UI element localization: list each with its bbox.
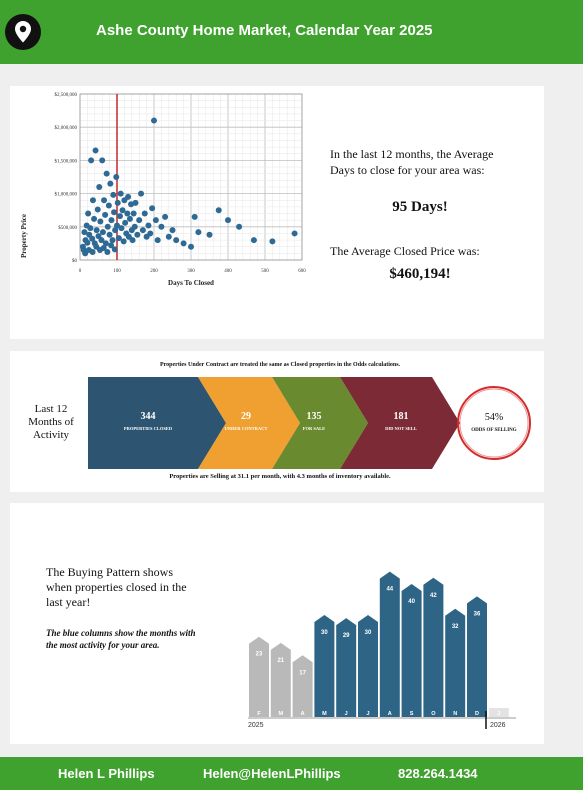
scatter-point	[125, 194, 131, 200]
month-label: J	[344, 711, 348, 717]
scatter-point	[104, 171, 110, 177]
scatter-point	[207, 232, 213, 238]
month-label: F	[257, 711, 261, 717]
scatter-point	[107, 232, 113, 238]
agent-phone[interactable]: 828.264.1434	[398, 766, 478, 781]
scatter-point	[192, 214, 198, 220]
page-title: Ashe County Home Market, Calendar Year 2025	[96, 22, 433, 39]
month-bar	[293, 655, 313, 708]
avg-price-intro: The Average Closed Price was:	[330, 244, 480, 258]
scatter-point	[155, 237, 161, 243]
scatter-point	[96, 184, 102, 190]
scatter-point	[181, 240, 187, 246]
scatter-point	[87, 225, 93, 231]
activity-side-label: Last 12 Months of Activity	[28, 403, 74, 441]
month-bar-value: 17	[299, 670, 306, 677]
scatter-point	[88, 157, 94, 163]
scatter-point	[118, 225, 124, 231]
scatter-point	[131, 211, 137, 217]
scatter-point	[94, 227, 100, 233]
avg-days-intro: In the last 12 months, the Average Days to close for your area was:	[330, 147, 494, 177]
month-bar-value: 40	[408, 599, 415, 605]
agent-email[interactable]: Helen@HelenLPhillips	[203, 766, 341, 781]
odds-label: ODDS OF SELLING	[471, 428, 517, 433]
scatter-point	[153, 217, 159, 223]
odds-note-top: Properties Under Contract are treated the same as Closed properties in the Odds calculations.	[159, 362, 401, 368]
month-label: M	[322, 711, 327, 717]
month-label: J	[366, 711, 370, 717]
month-bar-value: 42	[430, 592, 437, 599]
scatter-point	[149, 205, 155, 211]
days-vs-price-scatter	[10, 86, 310, 339]
month-label: A	[387, 711, 392, 717]
footer-bar	[0, 757, 583, 790]
scatter-point	[99, 157, 105, 163]
scatter-point	[110, 192, 116, 198]
summary-panel	[10, 86, 544, 339]
scatter-point	[121, 238, 127, 244]
scatter-point	[124, 211, 130, 217]
scatter-point	[151, 118, 157, 124]
scatter-point	[145, 222, 151, 228]
closed-label: PROPERTIES CLOSED	[123, 426, 173, 431]
scatter-point	[127, 216, 133, 222]
under-contract-label: UNDER CONTRACT	[224, 426, 268, 431]
avg-days-value: 95 Days!	[392, 199, 448, 215]
scatter-point	[102, 212, 108, 218]
month-label: M	[278, 711, 284, 717]
did-not-sell-count: 181	[393, 411, 409, 422]
month-bar-value: 21	[277, 657, 285, 664]
month-bar	[336, 618, 356, 708]
scatter-point	[91, 216, 97, 222]
scatter-point	[269, 238, 275, 244]
month-bar-value: 44	[386, 586, 394, 593]
scatter-point	[106, 203, 112, 209]
scatter-point	[90, 197, 96, 203]
scatter-point	[111, 209, 117, 215]
month-bar-value: 30	[321, 630, 328, 636]
month-bar-value: 36	[473, 611, 481, 618]
odds-note-bottom: Properties are Selling at 31.1 per month, with 4.3 months of inventory available.	[169, 473, 391, 480]
scatter-x-tick: 500	[261, 269, 269, 274]
did-not-sell-label: DID NOT SELL	[385, 426, 417, 431]
month-label: A	[300, 711, 305, 717]
scatter-point	[140, 227, 146, 233]
scatter-y-tick: $500,000	[58, 225, 77, 231]
year-end: 2026	[490, 722, 506, 729]
scatter-point	[104, 249, 110, 255]
scatter-point	[118, 191, 124, 197]
buying-pattern-chart	[246, 531, 526, 739]
month-bar-value: 23	[255, 651, 263, 658]
scatter-x-tick: 100	[113, 269, 121, 274]
scatter-point	[80, 244, 86, 250]
month-bar-value: 32	[451, 623, 459, 630]
for-sale-count: 135	[306, 411, 322, 422]
scatter-x-tick: 300	[187, 269, 195, 274]
chevron-closed	[88, 377, 226, 469]
month-label: N	[453, 711, 458, 717]
month-label: J	[497, 711, 501, 717]
scatter-point	[173, 237, 179, 243]
scatter-point	[292, 230, 298, 236]
scatter-x-tick: 400	[224, 269, 232, 274]
location-pin-icon	[5, 14, 41, 50]
scatter-point	[113, 174, 119, 180]
scatter-y-tick: $1,500,000	[54, 159, 77, 165]
scatter-x-tick: 600	[298, 269, 306, 274]
scatter-x-tick: 200	[150, 269, 158, 274]
scatter-point	[105, 224, 111, 230]
scatter-y-axis-label: Property Price	[20, 214, 28, 258]
scatter-x-tick: 0	[78, 269, 82, 274]
scatter-point	[112, 246, 118, 252]
avg-price-value: $460,194!	[389, 266, 451, 282]
scatter-point	[166, 234, 172, 240]
scatter-point	[107, 181, 113, 187]
scatter-point	[117, 213, 123, 219]
header-bar	[0, 0, 583, 64]
scatter-point	[147, 230, 153, 236]
scatter-point	[90, 249, 96, 255]
scatter-point	[162, 214, 168, 220]
scatter-point	[134, 232, 140, 238]
scatter-point	[97, 218, 103, 224]
odds-value: 54%	[484, 412, 504, 423]
scatter-point	[195, 229, 201, 235]
scatter-point	[85, 211, 91, 217]
pattern-note: The blue columns show the months with the most activity for your area.	[46, 628, 196, 650]
month-label: D	[475, 711, 479, 717]
scatter-point	[158, 224, 164, 230]
scatter-point	[236, 224, 242, 230]
odds-chevron-chart	[88, 371, 538, 471]
scatter-point	[95, 207, 101, 213]
scatter-y-tick: $2,500,000	[54, 93, 77, 98]
month-bar	[271, 643, 291, 708]
scatter-point	[170, 227, 176, 233]
scatter-point	[132, 224, 138, 230]
scatter-x-axis-label: Days To Closed	[168, 279, 214, 287]
month-bar	[249, 637, 269, 708]
scatter-y-tick: $2,000,000	[54, 126, 77, 132]
scatter-y-tick: $0	[72, 259, 77, 264]
for-sale-label: FOR SALE	[302, 426, 326, 431]
scatter-point	[110, 237, 116, 243]
under-contract-count: 29	[241, 411, 251, 422]
scatter-point	[84, 240, 90, 246]
scatter-point	[216, 207, 222, 213]
scatter-point	[225, 217, 231, 223]
scatter-point	[101, 197, 107, 203]
year-start: 2025	[248, 722, 264, 729]
month-bar-value: 29	[342, 633, 350, 640]
month-bar	[314, 615, 334, 708]
scatter-point	[136, 217, 142, 223]
agent-name: Helen L Phillips	[58, 766, 155, 781]
month-bar	[358, 615, 378, 708]
scatter-point	[115, 200, 121, 206]
buying-pattern-panel	[10, 503, 544, 744]
scatter-point	[93, 147, 99, 153]
scatter-y-tick: $1,000,000	[54, 192, 77, 198]
odds-panel	[10, 351, 544, 492]
scatter-point	[130, 237, 136, 243]
scatter-point	[100, 229, 106, 235]
month-bar-value: 30	[364, 630, 372, 636]
month-label: S	[409, 711, 414, 717]
scatter-point	[138, 191, 144, 197]
scatter-point	[251, 237, 257, 243]
scatter-point	[133, 200, 139, 206]
scatter-point	[142, 211, 148, 217]
scatter-point	[108, 217, 114, 223]
pattern-intro: The Buying Pattern shows when properties closed in the last year!	[46, 565, 187, 609]
scatter-point	[188, 244, 194, 250]
month-label: O	[431, 711, 436, 717]
closed-count: 344	[140, 411, 156, 422]
scatter-point	[122, 220, 128, 226]
odds-circle	[458, 387, 530, 459]
